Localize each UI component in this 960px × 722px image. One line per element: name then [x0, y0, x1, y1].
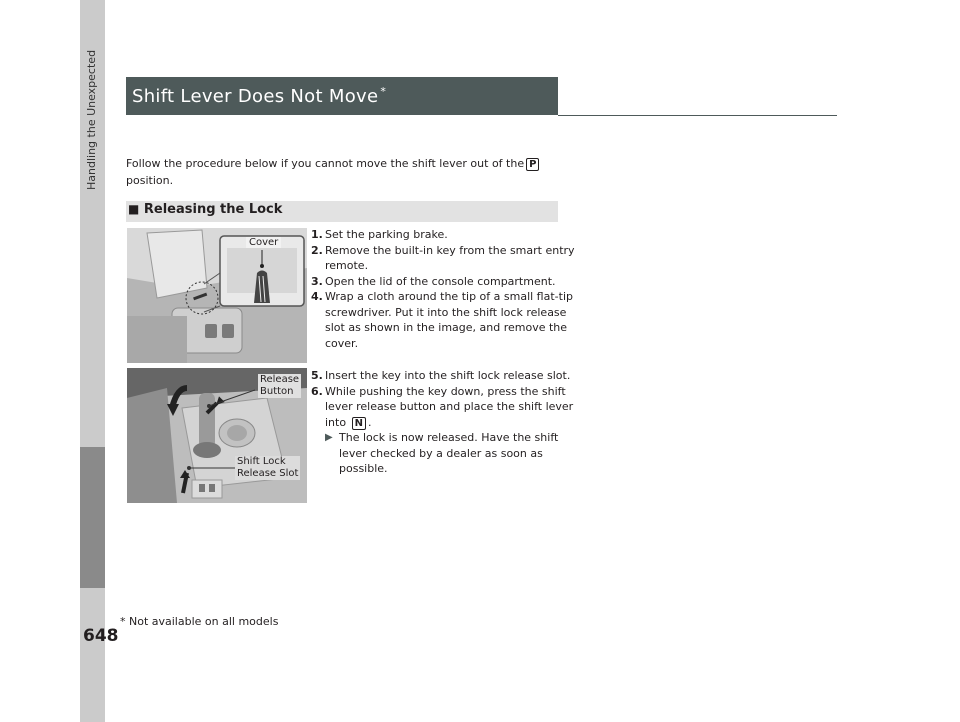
side-tab-highlight [80, 447, 105, 588]
neutral-position-key: N [352, 417, 366, 430]
step-number: 6. [311, 384, 323, 398]
subsection-title-text: Releasing the Lock [143, 202, 283, 217]
step-number: 4. [311, 290, 323, 303]
subsection-title [128, 202, 282, 217]
step-text: Insert the key into the shift lock release slot. [325, 369, 571, 382]
step-item [311, 289, 581, 351]
step-number: 5. [311, 369, 323, 382]
step-item [311, 227, 581, 243]
result-text: The lock is now released. Have the shift lever checked by a dealer as soon as possible. [339, 431, 559, 475]
footnote: * Not available on all models [120, 615, 279, 628]
intro-text-after: position. [126, 174, 174, 187]
section-tab-label: Handling the Unexpected [85, 50, 98, 191]
cover-callout: Cover [246, 237, 281, 248]
page-title-text: Shift Lever Does Not Move [132, 86, 379, 107]
step-item [311, 274, 581, 290]
step-text: Set the parking brake. [325, 228, 448, 241]
page-number: 648 [83, 626, 119, 646]
step-number: 3. [311, 274, 323, 288]
step-item [311, 368, 581, 384]
section-tab-label-box [68, 50, 116, 450]
title-footnote-mark: * [380, 85, 387, 98]
result-arrow-icon: ▶ [325, 432, 333, 443]
release-button-callout [258, 374, 301, 398]
step-text: Wrap a cloth around the tip of a small flat-tip screwdriver. Put it into the shift lock release slot as shown in the image, and remove the cover. [325, 290, 573, 350]
step-number: 1. [311, 228, 323, 241]
step-item [311, 384, 581, 431]
step-item [311, 243, 581, 274]
subsection-marker: ■ [128, 202, 140, 216]
release-button-callout-line2: Button [260, 386, 294, 397]
release-slot-callout-line1: Shift Lock [237, 456, 286, 467]
console-figure [127, 228, 307, 363]
step-text: Open the lid of the console compartment. [325, 274, 556, 288]
release-slot-callout-line2: Release Slot [237, 468, 299, 479]
park-position-key: P [526, 158, 539, 171]
release-slot-callout [235, 456, 300, 480]
steps-block-2 [311, 368, 581, 477]
step-text-end: . [367, 415, 372, 429]
step-text: While pushing the key down, press the shift lever release button and place the shift lever into [325, 384, 574, 429]
steps-block-1 [311, 227, 581, 351]
release-button-callout-line1: Release [260, 374, 300, 385]
result-note [311, 430, 581, 477]
intro-text-before: Follow the procedure below if you cannot move the shift lever out of the [126, 157, 525, 170]
shift-lever-figure [127, 368, 307, 503]
intro-paragraph [126, 155, 566, 189]
step-number: 2. [311, 243, 323, 257]
console-illustration [127, 228, 307, 363]
title-rule [558, 115, 837, 116]
step-text: Remove the built-in key from the smart entry remote. [325, 243, 575, 272]
page-title [132, 85, 386, 107]
